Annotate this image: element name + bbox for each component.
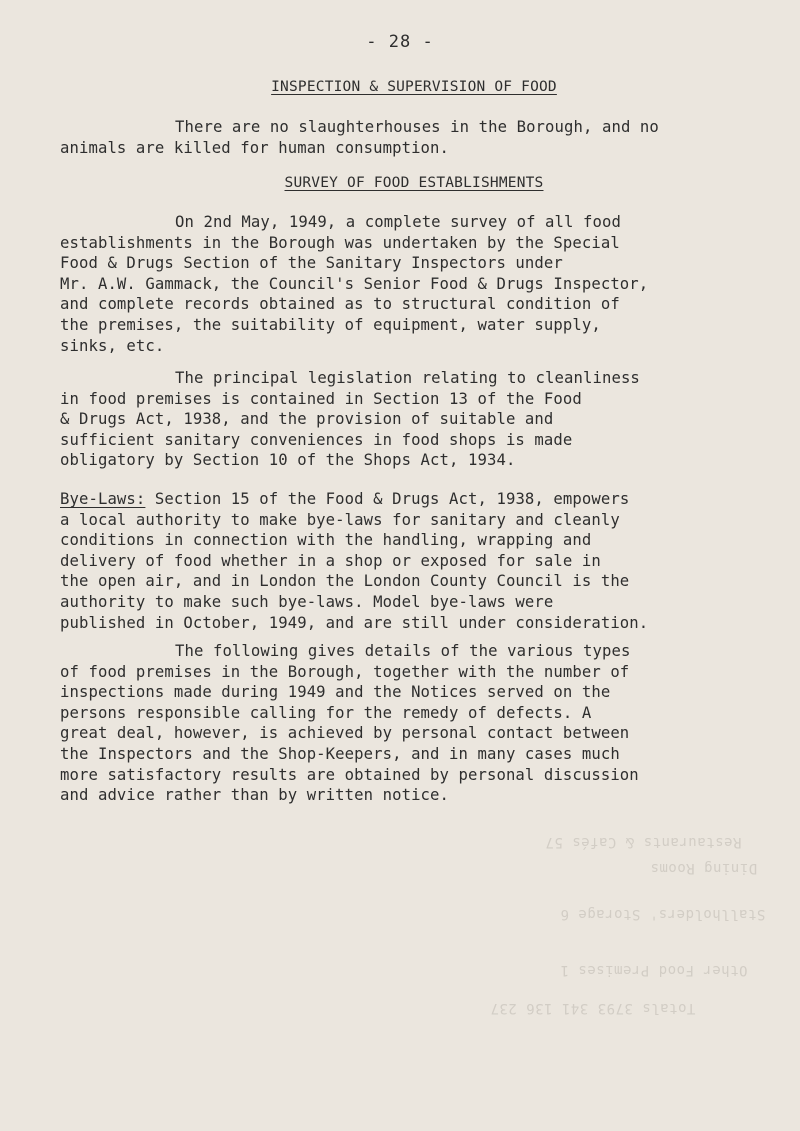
paragraph-legislation: The principal legislation relating to cleanliness in food premises is contained in Section 13 of the Food & Drugs Act, 1938, and the provision of suitable and sufficient sanitary conveniences in food shops is made obligatory by Section 10 of the Shops Act, 1934.	[60, 369, 640, 470]
bleed-through-text-3: Stallholders' Storage 6	[560, 906, 766, 922]
paragraph-bye-laws	[60, 489, 780, 633]
paragraph-slaughterhouses: There are no slaughterhouses in the Borough, and no animals are killed for human consumption.	[60, 118, 659, 157]
bye-laws-label: Bye-Laws:	[60, 490, 146, 508]
bleed-through-text-1: Restaurants & Cafés 57	[545, 834, 742, 850]
page-number: - 28 -	[366, 32, 434, 52]
bleed-through-text-5: Totals 3793 341 136 237	[490, 1000, 696, 1016]
paragraph-survey: On 2nd May, 1949, a complete survey of all food establishments in the Borough was undertaken by the Special Food & Drugs Section of the Sanitary Inspectors under Mr. A.W. Gammack, the Council's Senior Food & Drugs Inspector, and complete records obtained as to structural condition of the premises, the suitability of equipment, water supply, sinks, etc.	[60, 213, 649, 355]
heading-survey-food-establishments: SURVEY OF FOOD ESTABLISHMENTS	[284, 175, 544, 191]
paragraph-following-details: The following gives details of the various types of food premises in the Borough, together with the number of inspections made during 1949 and the Notices served on the persons responsible calling for the remedy of defects. A great deal, however, is achieved by personal contact between the Inspectors and the Shop-Keepers, and in many cases much more satisfactory results are obtained by personal discussion and advice rather than by written notice.	[60, 642, 639, 805]
bye-laws-text: Section 15 of the Food & Drugs Act, 1938, empowers a local authority to make bye-laws for sanitary and cleanly conditions in connection with the handling, wrapping and delivery of food whether in a shop or exposed for sale in the open air, and in London the London County Council is the authority to make such bye-laws. Model bye-laws were published in October, 1949, and are still under consideration.	[60, 490, 649, 632]
bleed-through-text-4: Other Food Premises 1	[560, 962, 748, 978]
heading-inspection-supervision: INSPECTION & SUPERVISION OF FOOD	[271, 79, 557, 95]
bleed-through-text-2: Dining Rooms	[650, 860, 758, 876]
